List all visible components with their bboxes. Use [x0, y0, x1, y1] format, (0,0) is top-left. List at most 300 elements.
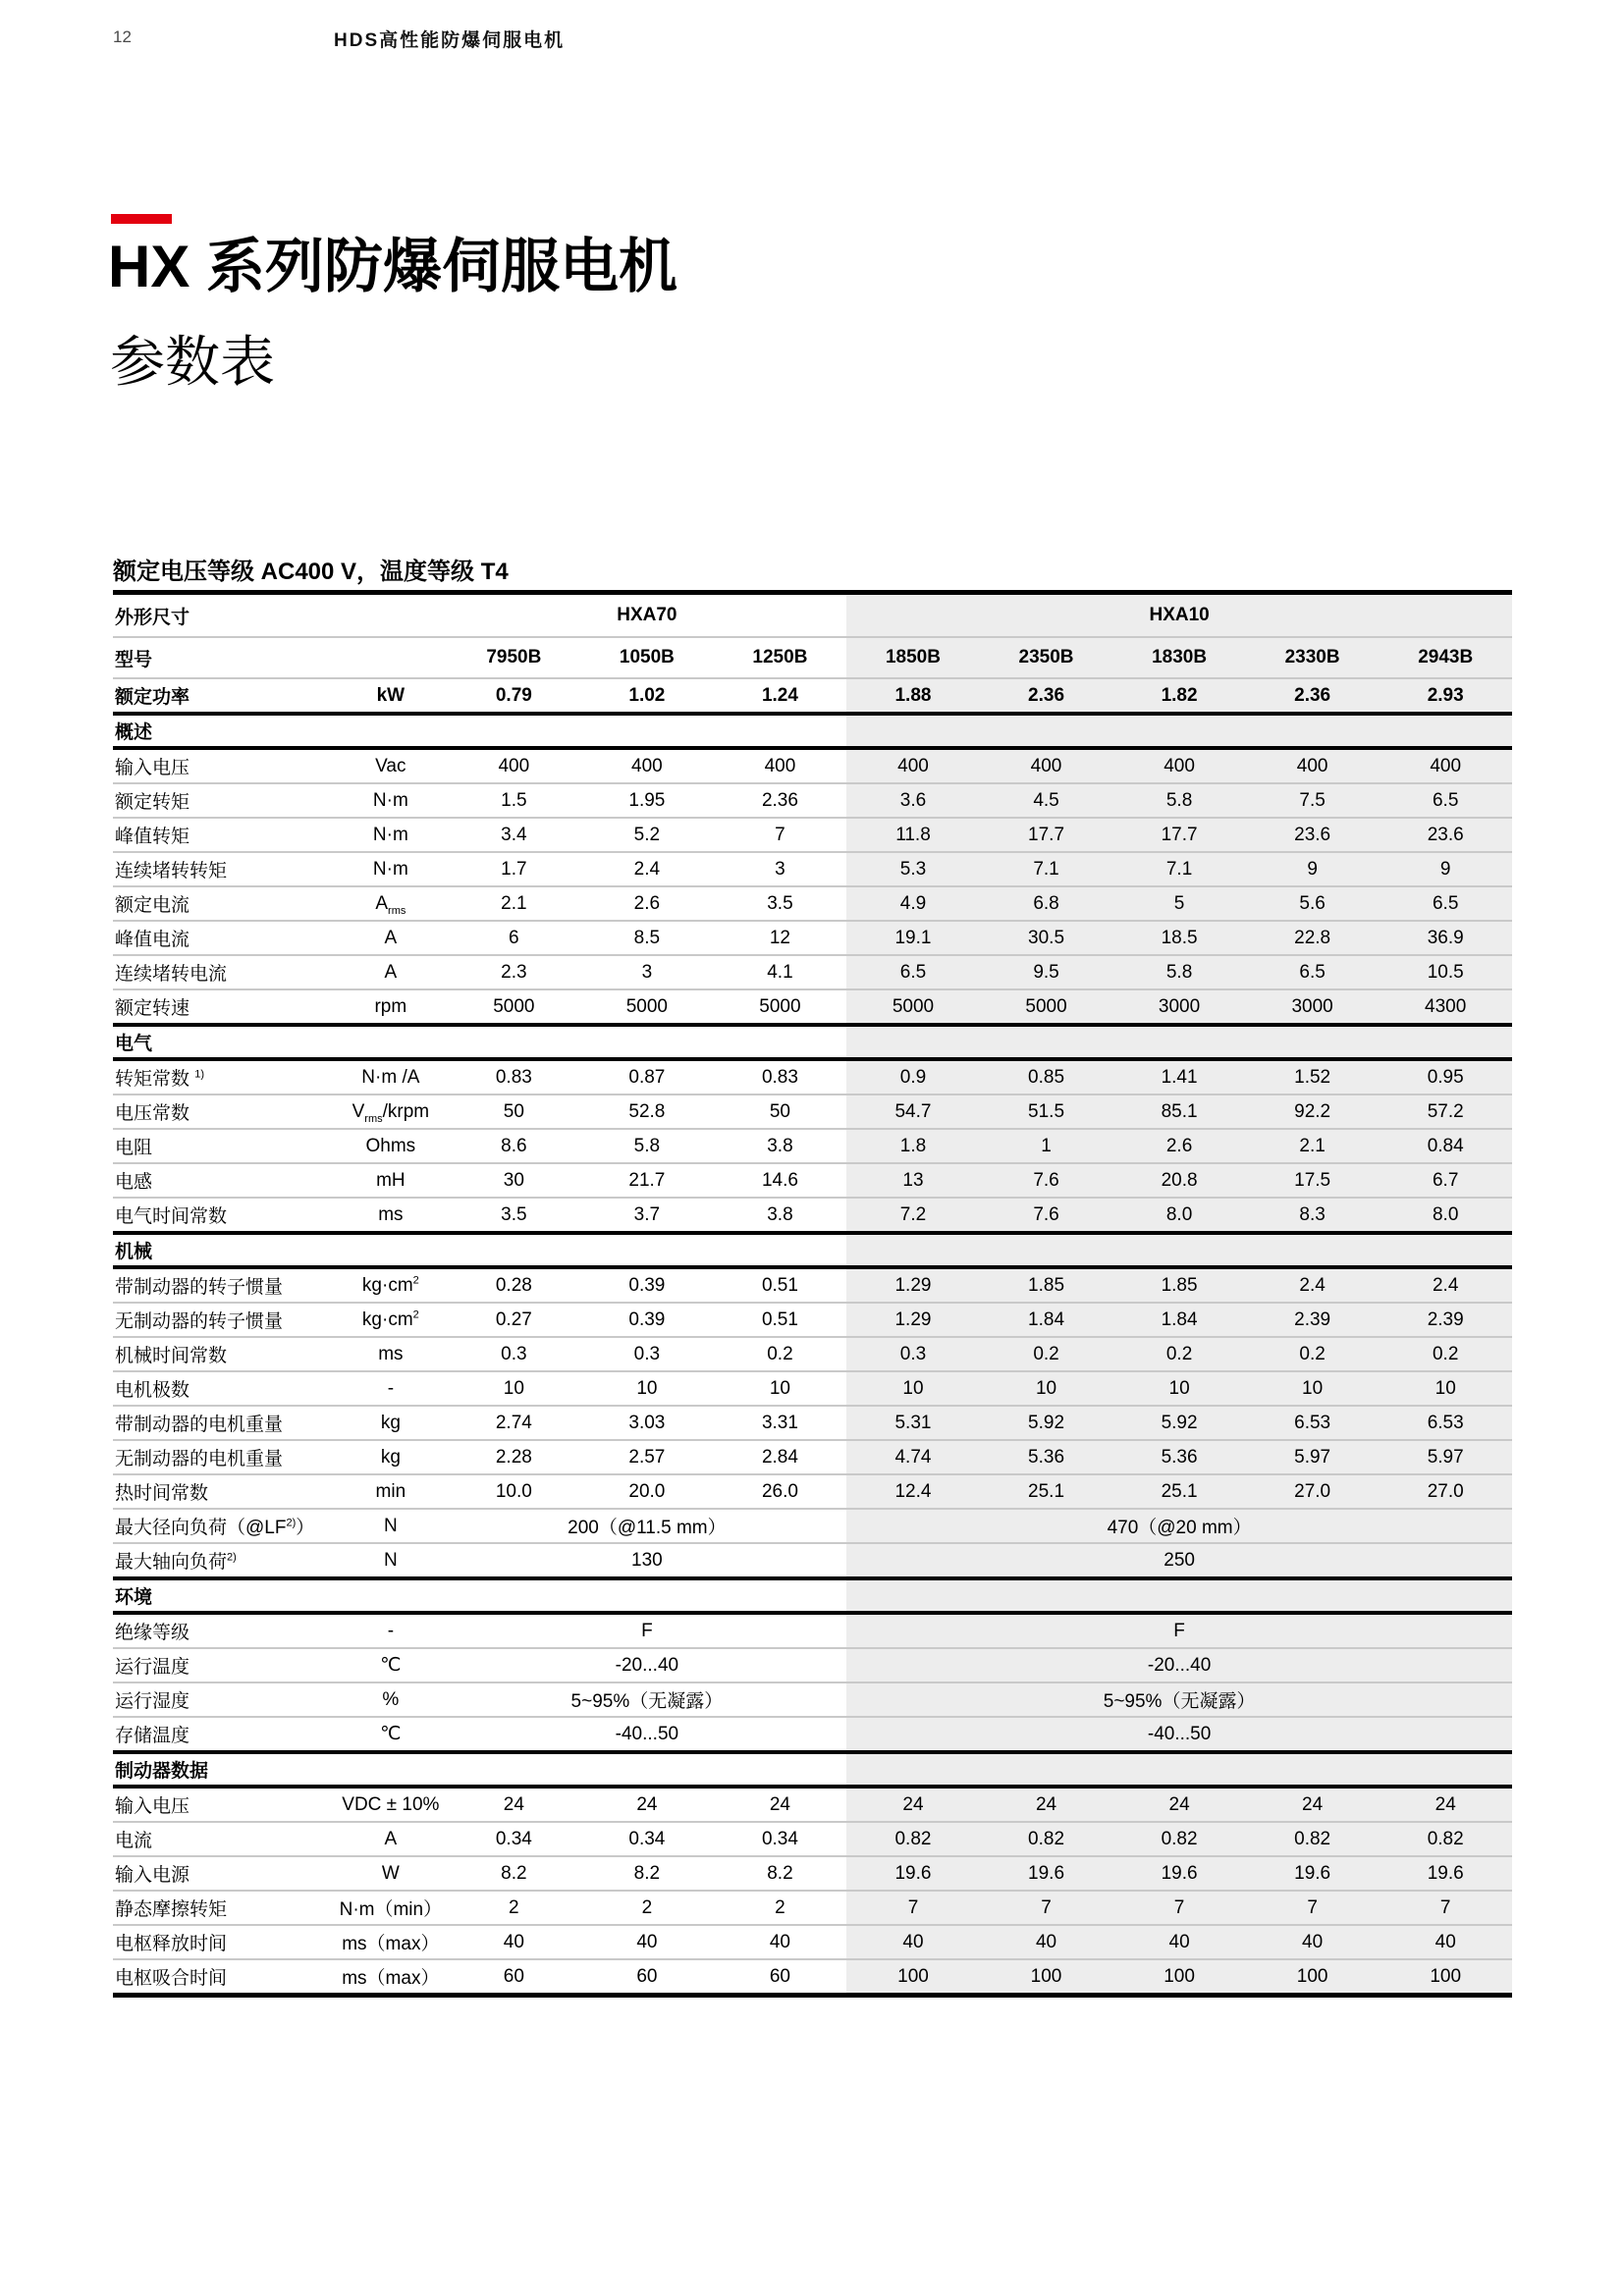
value-cell: 2.39	[1246, 1303, 1380, 1337]
model-header: 7950B	[448, 637, 581, 678]
value-cell: 1.29	[846, 1303, 980, 1337]
value-cell: 8.0	[1112, 1198, 1246, 1233]
value-cell: 40	[846, 1925, 980, 1959]
value-cell: 7	[1379, 1891, 1512, 1925]
value-cell: 60	[448, 1959, 581, 1996]
section-title: 电气	[113, 1025, 846, 1059]
value-cell: 3.7	[580, 1198, 714, 1233]
unit-cell: Ohms	[334, 1129, 447, 1163]
table-row	[113, 1959, 1512, 1996]
value-cell: 2.6	[1112, 1129, 1246, 1163]
value-cell: 5.6	[1246, 886, 1380, 921]
value-cell: 8.0	[1379, 1198, 1512, 1233]
unit-cell: N·m	[334, 852, 447, 886]
value-cell: 0.79	[448, 678, 581, 714]
value-cell: 1.41	[1112, 1059, 1246, 1095]
value-cell: 24	[1379, 1787, 1512, 1822]
unit-cell: N	[334, 1543, 447, 1578]
value-cell: 400	[980, 748, 1113, 783]
row-label: 连续堵转电流	[113, 955, 334, 989]
value-cell: 27.0	[1246, 1474, 1380, 1509]
unit-cell: VDC ± 10%	[334, 1787, 447, 1822]
table-row	[113, 989, 1512, 1025]
value-cell: 0.84	[1379, 1129, 1512, 1163]
page-number: 12	[113, 27, 132, 46]
value-cell: 25.1	[980, 1474, 1113, 1509]
table-row	[113, 1648, 1512, 1682]
value-cell: 6	[448, 921, 581, 955]
value-cell: 5000	[846, 989, 980, 1025]
row-label: 热时间常数	[113, 1474, 334, 1509]
table-row	[113, 1787, 1512, 1822]
value-cell: 8.2	[714, 1856, 847, 1891]
row-label: 电机极数	[113, 1371, 334, 1406]
value-cell: 40	[1246, 1925, 1380, 1959]
model-header: 2330B	[1246, 637, 1380, 678]
value-cell: 20.8	[1112, 1163, 1246, 1198]
value-cell: 10	[846, 1371, 980, 1406]
value-cell: 1.85	[1112, 1267, 1246, 1303]
value-cell: 1.85	[980, 1267, 1113, 1303]
value-cell: 60	[714, 1959, 847, 1996]
value-cell: 11.8	[846, 818, 980, 852]
value-cell: 25.1	[1112, 1474, 1246, 1509]
row-label: 峰值电流	[113, 921, 334, 955]
unit-cell: N·m（min）	[334, 1891, 447, 1925]
value-cell: 1.88	[846, 678, 980, 714]
value-cell: 92.2	[1246, 1095, 1380, 1129]
table-caption: 额定电压等级 AC400 V，温度等级 T4	[113, 559, 509, 585]
value-cell: 1.02	[580, 678, 714, 714]
table-row	[113, 886, 1512, 921]
value-cell: 54.7	[846, 1095, 980, 1129]
span-value-cell: 5~95%（无凝露）	[846, 1682, 1512, 1717]
value-cell: 19.6	[1112, 1856, 1246, 1891]
value-cell: 100	[1379, 1959, 1512, 1996]
value-cell: 20.0	[580, 1474, 714, 1509]
value-cell: 100	[1112, 1959, 1246, 1996]
table-row	[113, 1406, 1512, 1440]
section-header-row	[113, 1233, 1512, 1267]
value-cell: 400	[714, 748, 847, 783]
table-row	[113, 1891, 1512, 1925]
model-header: 2350B	[980, 637, 1113, 678]
row-label: 额定电流	[113, 886, 334, 921]
document-header-title: HDS高性能防爆伺服电机	[334, 30, 566, 51]
value-cell: 40	[1379, 1925, 1512, 1959]
value-cell: 10.0	[448, 1474, 581, 1509]
value-cell: 5.3	[846, 852, 980, 886]
table-row	[113, 748, 1512, 783]
value-cell: 400	[1379, 748, 1512, 783]
value-cell: 19.6	[846, 1856, 980, 1891]
value-cell: 5.8	[1112, 955, 1246, 989]
value-cell: 0.3	[448, 1337, 581, 1371]
value-cell: 27.0	[1379, 1474, 1512, 1509]
value-cell: 100	[846, 1959, 980, 1996]
value-cell: 0.39	[580, 1303, 714, 1337]
value-cell: 14.6	[714, 1163, 847, 1198]
value-cell: 17.5	[1246, 1163, 1380, 1198]
value-cell: 1.95	[580, 783, 714, 818]
row-label: 电气时间常数	[113, 1198, 334, 1233]
value-cell: 3.6	[846, 783, 980, 818]
value-cell: 1.8	[846, 1129, 980, 1163]
value-cell: 0.83	[448, 1059, 581, 1095]
row-label: 最大轴向负荷$^{2)}$	[113, 1543, 334, 1578]
row-label: 带制动器的转子惯量	[113, 1267, 334, 1303]
unit-cell: $kg\cdot cm^2$	[334, 1303, 447, 1337]
table-row	[113, 1613, 1512, 1648]
value-cell: 2.36	[1246, 678, 1380, 714]
value-cell: 0.27	[448, 1303, 581, 1337]
table-row	[113, 783, 1512, 818]
value-cell: 19.6	[980, 1856, 1113, 1891]
unit-cell: ℃	[334, 1717, 447, 1752]
value-cell: 3000	[1246, 989, 1380, 1025]
value-cell: 5.8	[1112, 783, 1246, 818]
value-cell: 12.4	[846, 1474, 980, 1509]
value-cell: 0.3	[846, 1337, 980, 1371]
unit-cell: min	[334, 1474, 447, 1509]
value-cell: 6.5	[1246, 955, 1380, 989]
value-cell: 8.5	[580, 921, 714, 955]
value-cell: 3000	[1112, 989, 1246, 1025]
value-cell: 8.2	[448, 1856, 581, 1891]
section-header-row	[113, 714, 1512, 748]
value-cell: 50	[714, 1095, 847, 1129]
value-cell: 0.28	[448, 1267, 581, 1303]
section-band-filler	[846, 1752, 1512, 1787]
row-label: 电枢释放时间	[113, 1925, 334, 1959]
table-row	[113, 1267, 1512, 1303]
row-label: 静态摩擦转矩	[113, 1891, 334, 1925]
unit-cell: -	[334, 1371, 447, 1406]
row-label: 机械时间常数	[113, 1337, 334, 1371]
table-row	[113, 1129, 1512, 1163]
table-row	[113, 1717, 1512, 1752]
span-value-cell: -20...40	[846, 1648, 1512, 1682]
value-cell: 2.1	[448, 886, 581, 921]
model-label: 型号	[113, 637, 448, 678]
row-label: 带制动器的电机重量	[113, 1406, 334, 1440]
unit-cell: $A_{rms}$	[334, 886, 447, 921]
unit-cell: -	[334, 1613, 447, 1648]
unit-cell: ms（max）	[334, 1959, 447, 1996]
unit-cell: kg	[334, 1406, 447, 1440]
value-cell: 40	[1112, 1925, 1246, 1959]
value-cell: 6.5	[1379, 783, 1512, 818]
value-cell: 0.2	[1246, 1337, 1380, 1371]
row-label: 无制动器的转子惯量	[113, 1303, 334, 1337]
unit-cell: kg	[334, 1440, 447, 1474]
value-cell: 5000	[448, 989, 581, 1025]
row-label: 连续堵转转矩	[113, 852, 334, 886]
value-cell: 6.5	[1379, 886, 1512, 921]
value-cell: 17.7	[980, 818, 1113, 852]
value-cell: 0.34	[714, 1822, 847, 1856]
value-cell: 24	[1246, 1787, 1380, 1822]
unit-cell: rpm	[334, 989, 447, 1025]
section-title: 概述	[113, 714, 846, 748]
row-label: 电流	[113, 1822, 334, 1856]
table-row	[113, 1303, 1512, 1337]
value-cell: 40	[448, 1925, 581, 1959]
value-cell: 5.97	[1246, 1440, 1380, 1474]
model-header: 1050B	[580, 637, 714, 678]
value-cell: 6.53	[1246, 1406, 1380, 1440]
value-cell: 7	[1112, 1891, 1246, 1925]
table-row	[113, 1856, 1512, 1891]
span-value-cell: -20...40	[448, 1648, 847, 1682]
value-cell: 4.5	[980, 783, 1113, 818]
value-cell: 1.52	[1246, 1059, 1380, 1095]
table-row	[113, 1543, 1512, 1578]
value-cell: 9.5	[980, 955, 1113, 989]
unit-cell: $kg\cdot cm^2$	[334, 1267, 447, 1303]
value-cell: 5.36	[1112, 1440, 1246, 1474]
value-cell: 1.84	[1112, 1303, 1246, 1337]
page-title: HX 系列防爆伺服电机	[108, 234, 678, 299]
value-cell: 10	[580, 1371, 714, 1406]
value-cell: 5.92	[1112, 1406, 1246, 1440]
row-label: 输入电压	[113, 1787, 334, 1822]
value-cell: 0.34	[448, 1822, 581, 1856]
value-cell: 3.03	[580, 1406, 714, 1440]
span-value-cell: -40...50	[846, 1717, 1512, 1752]
value-cell: 26.0	[714, 1474, 847, 1509]
value-cell: 7.1	[980, 852, 1113, 886]
value-cell: 5.31	[846, 1406, 980, 1440]
value-cell: 2.4	[1246, 1267, 1380, 1303]
span-value-cell: -40...50	[448, 1717, 847, 1752]
value-cell: 0.39	[580, 1267, 714, 1303]
value-cell: 21.7	[580, 1163, 714, 1198]
unit-cell: A	[334, 921, 447, 955]
spec-table-body	[113, 593, 1512, 1996]
value-cell: 2.6	[580, 886, 714, 921]
value-cell: 0.34	[580, 1822, 714, 1856]
model-header: 1830B	[1112, 637, 1246, 678]
row-label: 无制动器的电机重量	[113, 1440, 334, 1474]
value-cell: 3.5	[448, 1198, 581, 1233]
value-cell: 18.5	[1112, 921, 1246, 955]
value-cell: 5000	[714, 989, 847, 1025]
model-header-row	[113, 637, 1512, 678]
value-cell: 0.2	[1379, 1337, 1512, 1371]
section-band-filler	[846, 714, 1512, 748]
value-cell: 13	[846, 1163, 980, 1198]
table-row	[113, 1440, 1512, 1474]
row-label: 存储温度	[113, 1717, 334, 1752]
value-cell: 5.92	[980, 1406, 1113, 1440]
value-cell: 0.87	[580, 1059, 714, 1095]
value-cell: 6.53	[1379, 1406, 1512, 1440]
row-label: 峰值转矩	[113, 818, 334, 852]
section-title: 制动器数据	[113, 1752, 846, 1787]
value-cell: 36.9	[1379, 921, 1512, 955]
row-label: 转矩常数 $^{1)}$	[113, 1059, 334, 1095]
value-cell: 0.51	[714, 1303, 847, 1337]
value-cell: 60	[580, 1959, 714, 1996]
value-cell: 2	[580, 1891, 714, 1925]
table-row	[113, 818, 1512, 852]
value-cell: 2.28	[448, 1440, 581, 1474]
row-label: 绝缘等级	[113, 1613, 334, 1648]
model-header: 1850B	[846, 637, 980, 678]
value-cell: 2.57	[580, 1440, 714, 1474]
value-cell: 400	[448, 748, 581, 783]
value-cell: 400	[580, 748, 714, 783]
value-cell: 52.8	[580, 1095, 714, 1129]
value-cell: 5.2	[580, 818, 714, 852]
value-cell: 24	[1112, 1787, 1246, 1822]
value-cell: 0.85	[980, 1059, 1113, 1095]
value-cell: 0.83	[714, 1059, 847, 1095]
table-row	[113, 921, 1512, 955]
value-cell: 2	[448, 1891, 581, 1925]
value-cell: 7.6	[980, 1198, 1113, 1233]
row-label: 最大径向负荷（@LF$^{2)}$）	[113, 1509, 334, 1543]
value-cell: 5000	[580, 989, 714, 1025]
value-cell: 8.2	[580, 1856, 714, 1891]
unit-cell: N	[334, 1509, 447, 1543]
table-row	[113, 1163, 1512, 1198]
span-value-cell: 200（@11.5 mm）	[448, 1509, 847, 1543]
section-header-row	[113, 1025, 1512, 1059]
value-cell: 7	[980, 1891, 1113, 1925]
value-cell: 7	[714, 818, 847, 852]
section-band-filler	[846, 1025, 1512, 1059]
table-row	[113, 955, 1512, 989]
row-label: 运行温度	[113, 1648, 334, 1682]
value-cell: 0.2	[714, 1337, 847, 1371]
value-cell: 0.82	[1246, 1822, 1380, 1856]
value-cell: 40	[980, 1925, 1113, 1959]
value-cell: 7.6	[980, 1163, 1113, 1198]
series-header: HXA70	[617, 605, 677, 625]
model-header: 2943B	[1379, 637, 1512, 678]
section-header-row	[113, 1752, 1512, 1787]
unit-cell: ms（max）	[334, 1925, 447, 1959]
value-cell: 7.2	[846, 1198, 980, 1233]
value-cell: 400	[846, 748, 980, 783]
value-cell: 24	[714, 1787, 847, 1822]
value-cell: 4.9	[846, 886, 980, 921]
unit-cell: $V_{rms}$/krpm	[334, 1095, 447, 1129]
value-cell: 0.82	[1379, 1822, 1512, 1856]
value-cell: 2.84	[714, 1440, 847, 1474]
value-cell: 0.95	[1379, 1059, 1512, 1095]
value-cell: 400	[1112, 748, 1246, 783]
unit-cell: ms	[334, 1198, 447, 1233]
unit-cell: ℃	[334, 1648, 447, 1682]
value-cell: 51.5	[980, 1095, 1113, 1129]
section-title: 机械	[113, 1233, 846, 1267]
value-cell: 23.6	[1379, 818, 1512, 852]
span-value-cell: F	[846, 1613, 1512, 1648]
value-cell: 9	[1379, 852, 1512, 886]
table-row	[113, 1925, 1512, 1959]
rated-power-row	[113, 678, 1512, 714]
value-cell: 3.8	[714, 1198, 847, 1233]
value-cell: 1.84	[980, 1303, 1113, 1337]
value-cell: 7.1	[1112, 852, 1246, 886]
value-cell: 1.5	[448, 783, 581, 818]
value-cell: 10	[714, 1371, 847, 1406]
value-cell: 40	[580, 1925, 714, 1959]
row-label: 额定转矩	[113, 783, 334, 818]
value-cell: 17.7	[1112, 818, 1246, 852]
model-header: 1250B	[714, 637, 847, 678]
table-row	[113, 1059, 1512, 1095]
value-cell: 6.7	[1379, 1163, 1512, 1198]
value-cell: 10	[448, 1371, 581, 1406]
value-cell: 2.4	[580, 852, 714, 886]
value-cell: 5.8	[580, 1129, 714, 1163]
value-cell: 50	[448, 1095, 581, 1129]
value-cell: 12	[714, 921, 847, 955]
value-cell: 2	[714, 1891, 847, 1925]
row-label: 电压常数	[113, 1095, 334, 1129]
value-cell: 22.8	[1246, 921, 1380, 955]
section-title: 环境	[113, 1578, 846, 1613]
value-cell: 2.93	[1379, 678, 1512, 714]
unit-cell: A	[334, 1822, 447, 1856]
table-row	[113, 1822, 1512, 1856]
value-cell: 23.6	[1246, 818, 1380, 852]
value-cell: 100	[1246, 1959, 1380, 1996]
value-cell: 2.36	[980, 678, 1113, 714]
value-cell: 10	[980, 1371, 1113, 1406]
value-cell: 3.8	[714, 1129, 847, 1163]
value-cell: 5000	[980, 989, 1113, 1025]
value-cell: 6.8	[980, 886, 1113, 921]
value-cell: 10	[1246, 1371, 1380, 1406]
row-label: 输入电源	[113, 1856, 334, 1891]
row-label: 电枢吸合时间	[113, 1959, 334, 1996]
value-cell: 0.51	[714, 1267, 847, 1303]
value-cell: 100	[980, 1959, 1113, 1996]
span-value-cell: 470（@20 mm）	[846, 1509, 1512, 1543]
value-cell: 0.3	[580, 1337, 714, 1371]
unit-cell: %	[334, 1682, 447, 1717]
value-cell: 7.5	[1246, 783, 1380, 818]
value-cell: 5.36	[980, 1440, 1113, 1474]
value-cell: 3	[714, 852, 847, 886]
value-cell: 4300	[1379, 989, 1512, 1025]
value-cell: 6.5	[846, 955, 980, 989]
unit-cell: N·m /A	[334, 1059, 447, 1095]
page-subtitle: 参数表	[110, 331, 275, 393]
row-label: 额定转速	[113, 989, 334, 1025]
value-cell: 1	[980, 1129, 1113, 1163]
unit-cell: kW	[334, 678, 447, 714]
value-cell: 57.2	[1379, 1095, 1512, 1129]
value-cell: 8.3	[1246, 1198, 1380, 1233]
row-label: 电阻	[113, 1129, 334, 1163]
value-cell: 1.24	[714, 678, 847, 714]
value-cell: 19.1	[846, 921, 980, 955]
section-band-filler	[846, 1233, 1512, 1267]
value-cell: 0.2	[980, 1337, 1113, 1371]
value-cell: 19.6	[1246, 1856, 1380, 1891]
value-cell: 30	[448, 1163, 581, 1198]
table-row	[113, 1371, 1512, 1406]
span-value-cell: 130	[448, 1543, 847, 1578]
series-header: HXA10	[846, 593, 1512, 638]
value-cell: 40	[714, 1925, 847, 1959]
